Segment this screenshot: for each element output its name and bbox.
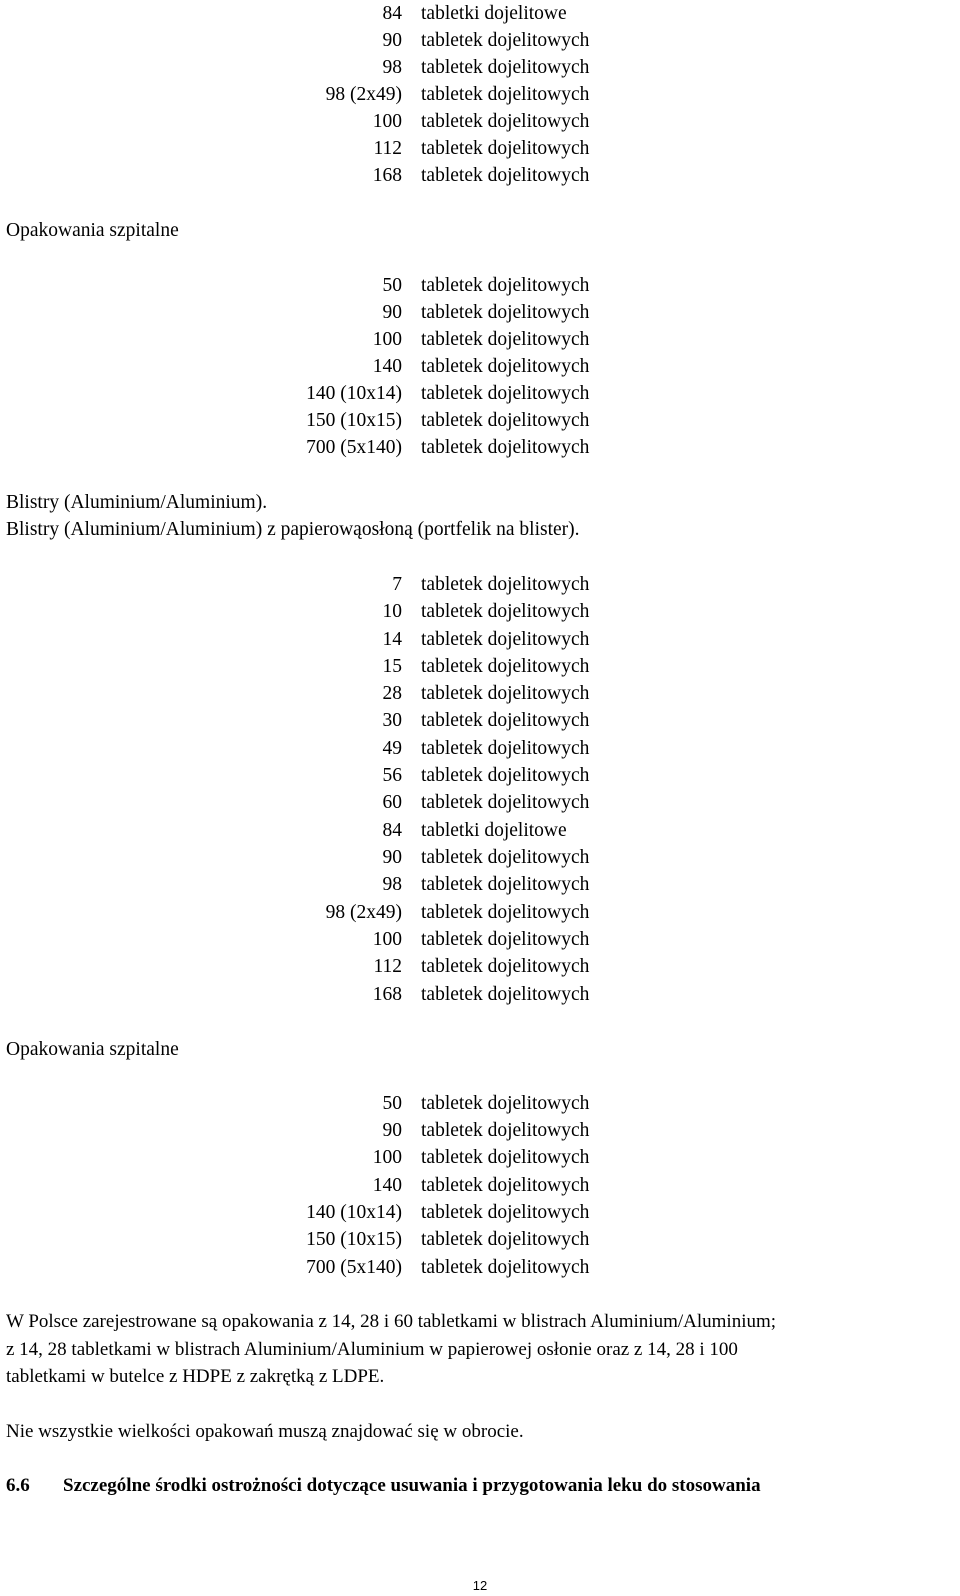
paragraph-line: W Polsce zarejestrowane są opakowania z 14, 28 i 60 tabletkami w blistrach Aluminium/Aluminium;	[6, 1311, 777, 1332]
list-item	[0, 135, 960, 162]
unit: tabletek dojelitowych	[421, 629, 590, 650]
unit: tabletek dojelitowych	[421, 1147, 590, 1168]
unit: tabletki dojelitowe	[421, 820, 567, 841]
unit: tabletek dojelitowych	[421, 1257, 590, 1278]
unit: tabletek dojelitowych	[421, 765, 590, 786]
qty: 150 (10x15)	[306, 1229, 402, 1250]
list-item	[0, 735, 960, 762]
unit: tabletek dojelitowych	[421, 30, 590, 51]
list-item	[0, 353, 960, 380]
qty: 49	[382, 738, 402, 759]
unit: tabletek dojelitowych	[421, 1093, 590, 1114]
unit: tabletek dojelitowych	[421, 329, 590, 350]
qty: 90	[382, 847, 402, 868]
list-item	[0, 1117, 960, 1144]
list-item	[0, 0, 960, 27]
qty: 700 (5x140)	[306, 1257, 402, 1278]
hospital-packs-label: Opakowania szpitalne	[6, 220, 179, 241]
qty: 140	[372, 356, 402, 377]
qty: 7	[392, 574, 402, 595]
qty: 50	[382, 1093, 402, 1114]
qty: 98	[382, 874, 402, 895]
list-item	[0, 380, 960, 407]
qty: 100	[372, 1147, 402, 1168]
unit: tabletek dojelitowych	[421, 410, 590, 431]
unit: tabletek dojelitowych	[421, 929, 590, 950]
unit: tabletek dojelitowych	[421, 792, 590, 813]
section-number: 6.6	[6, 1475, 30, 1496]
unit: tabletek dojelitowych	[421, 302, 590, 323]
qty: 100	[372, 929, 402, 950]
qty: 84	[382, 820, 402, 841]
unit: tabletek dojelitowych	[421, 1229, 590, 1250]
list-item	[0, 871, 960, 898]
list-item	[0, 789, 960, 816]
availability-paragraph: Nie wszystkie wielkości opakowań muszą znajdować się w obrocie.	[6, 1421, 524, 1442]
unit: tabletek dojelitowych	[421, 1175, 590, 1196]
unit: tabletek dojelitowych	[421, 1202, 590, 1223]
list-item	[0, 1254, 960, 1281]
qty: 90	[382, 302, 402, 323]
paragraph-line: z 14, 28 tabletkami w blistrach Aluminium/Aluminium w papierowej osłonie oraz z 14, 28 i 100	[6, 1338, 738, 1360]
list-item	[0, 707, 960, 734]
blister-type-line: Blistry (Aluminium/Aluminium).	[6, 492, 268, 513]
list-item	[0, 598, 960, 625]
qty: 140 (10x14)	[306, 1202, 402, 1223]
unit: tabletek dojelitowych	[421, 165, 590, 186]
unit: tabletek dojelitowych	[421, 383, 590, 404]
unit: tabletek dojelitowych	[421, 956, 590, 977]
unit: tabletek dojelitowych	[421, 847, 590, 868]
qty: 10	[382, 601, 402, 622]
qty: 168	[372, 984, 402, 1005]
qty: 140	[372, 1175, 402, 1196]
qty: 60	[382, 792, 402, 813]
unit: tabletek dojelitowych	[421, 84, 590, 105]
unit: tabletki dojelitowe	[421, 3, 567, 24]
unit: tabletek dojelitowych	[421, 984, 590, 1005]
list-item	[0, 626, 960, 653]
list-item	[0, 1172, 960, 1199]
qty: 140 (10x14)	[306, 383, 402, 404]
qty: 90	[382, 30, 402, 51]
unit: tabletek dojelitowych	[421, 902, 590, 923]
qty: 84	[382, 3, 402, 24]
list-item	[0, 762, 960, 789]
paragraph-line: tabletkami w butelce z HDPE z zakrętką z LDPE.	[6, 1366, 385, 1387]
qty: 100	[372, 329, 402, 350]
list-item	[0, 407, 960, 434]
qty: 98 (2x49)	[325, 902, 402, 923]
list-item	[0, 680, 960, 707]
list-item	[0, 953, 960, 980]
section-heading	[6, 1472, 761, 1499]
list-item	[0, 817, 960, 844]
list-item	[0, 1199, 960, 1226]
list-item	[0, 899, 960, 926]
qty: 90	[382, 1120, 402, 1141]
unit: tabletek dojelitowych	[421, 683, 590, 704]
unit: tabletek dojelitowych	[421, 1120, 590, 1141]
page-number: 12	[472, 1578, 488, 1593]
list-item	[0, 54, 960, 81]
unit: tabletek dojelitowych	[421, 738, 590, 759]
list-item	[0, 299, 960, 326]
unit: tabletek dojelitowych	[421, 574, 590, 595]
qty: 15	[382, 656, 402, 677]
list-item	[0, 844, 960, 871]
qty: 14	[382, 629, 402, 650]
list-item	[0, 1090, 960, 1117]
qty: 112	[373, 138, 402, 159]
hospital-packs-label: Opakowania szpitalne	[6, 1039, 179, 1060]
unit: tabletek dojelitowych	[421, 275, 590, 296]
qty: 56	[382, 765, 402, 786]
unit: tabletek dojelitowych	[421, 710, 590, 731]
qty: 98 (2x49)	[325, 84, 402, 105]
list-item	[0, 108, 960, 135]
list-item	[0, 571, 960, 598]
unit: tabletek dojelitowych	[421, 874, 590, 895]
qty: 700 (5x140)	[306, 437, 402, 458]
list-item	[0, 981, 960, 1008]
qty: 98	[382, 57, 402, 78]
qty: 150 (10x15)	[306, 410, 402, 431]
unit: tabletek dojelitowych	[421, 57, 590, 78]
qty: 30	[382, 710, 402, 731]
qty: 112	[373, 956, 402, 977]
list-item	[0, 653, 960, 680]
unit: tabletek dojelitowych	[421, 138, 590, 159]
unit: tabletek dojelitowych	[421, 356, 590, 377]
list-item	[0, 81, 960, 108]
list-item	[0, 326, 960, 353]
list-item	[0, 1144, 960, 1171]
qty: 28	[382, 683, 402, 704]
unit: tabletek dojelitowych	[421, 656, 590, 677]
blister-type-line: Blistry (Aluminium/Aluminium) z papierowąosłoną (portfelik na blister).	[6, 519, 580, 540]
qty: 100	[372, 111, 402, 132]
list-item	[0, 434, 960, 461]
list-item	[0, 1226, 960, 1253]
list-item	[0, 926, 960, 953]
qty: 50	[382, 275, 402, 296]
section-title: Szczególne środki ostrożności dotyczące usuwania i przygotowania leku do stosowania	[63, 1475, 761, 1496]
list-item	[0, 162, 960, 189]
qty: 168	[372, 165, 402, 186]
unit: tabletek dojelitowych	[421, 437, 590, 458]
unit: tabletek dojelitowych	[421, 111, 590, 132]
list-item	[0, 27, 960, 54]
unit: tabletek dojelitowych	[421, 601, 590, 622]
registered-packs-paragraph	[6, 1308, 946, 1391]
list-item	[0, 272, 960, 299]
